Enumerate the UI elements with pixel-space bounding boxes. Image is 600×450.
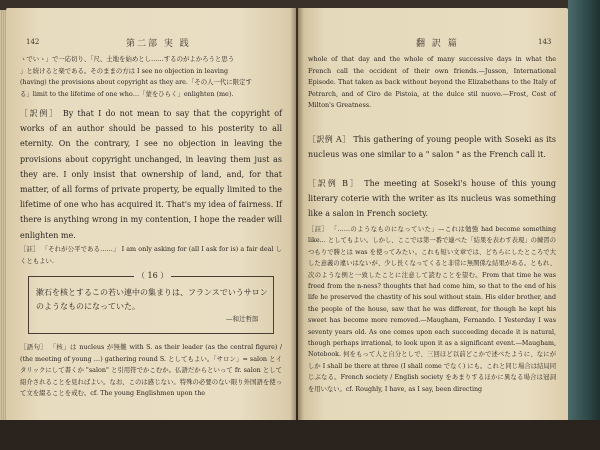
left-top-line: る」limit to the lifetime of one who…「蒙をひらく」enlighten (me). <box>20 89 234 98</box>
table-surface <box>0 420 600 450</box>
left-top-line: 」と続けると楽である。そのままの方は I see no objection in leaving <box>20 66 229 75</box>
left-vocab <box>20 342 282 400</box>
left-note <box>20 244 282 267</box>
example-text: By that I do not mean to say that the copyright of works of an author should be passed to his posterity to all eternity. On the contrary, I see no objection in leaving the provisions about copyright unchanged, in leaving them just as they are. I only insist that ownership of land, and, for that matter, of all forms of private property, be equally limited to the lifetime of one who has acquired it. That's my idea of fairness. If there is anything wrong in my contention, I hope the reader will enlighten me. <box>20 109 282 240</box>
left-top-line: (having) the provisions about copyright as they are.「その人一代に限定す <box>20 78 252 87</box>
right-example-a <box>308 132 556 162</box>
vocab-text: 「核」は nucleus が無難 with S. as their leader (as the central figure) / (the meeting of young …) gathering round S. としてもよい。「サロン」= salon とイタリックにして書くか "salon" と引用符でかこむか。仏語だからといって fr. salon として紹介されることを見ればよい。なお、このは感じない。特殊の必要のない限り外国語を使って文を綴ることを戒む。cf. The young Englishmen upon the <box>20 343 283 398</box>
book-gutter <box>290 8 304 428</box>
right-example-b <box>308 176 556 222</box>
left-top-line: ゝでいゝ」で一応切り、「尺、土地を始めとし……するのがよかろうと思う <box>20 55 235 63</box>
note-label: ［註］ <box>20 245 40 253</box>
exercise-number: （ 16 ） <box>134 270 171 281</box>
left-page <box>6 8 296 428</box>
exercise-credit: —和辻哲郎 <box>226 315 259 323</box>
example-a-text: This gathering of young people with Soseki as its nucleus was one similar to a " salon " as the French call it. <box>308 135 557 160</box>
example-b-label: ［訳例 B］ <box>308 179 360 188</box>
note-text: 「それが公平である……」 I am only asking for (all I ask for is) a fair deal しくともよい. <box>20 245 282 265</box>
right-running-head: 翻 訳 篇 <box>416 39 459 49</box>
left-top-lines <box>20 54 282 100</box>
right-top-text: whole of that day and the whole of many successive days in what the French call the occident of their own friends.—Jusson, International Episode. That taken as back without beyond the Elizabethans to the Italy of Petrarch, and of Ciro de Pistoia, at the dulce stil nuovo.—Frost, Cost of Milton's Greatness. <box>308 55 556 110</box>
book-cover-edge <box>568 0 600 450</box>
right-note-text: 「……のようなものになっていた」—これは勉強 had become something like… としてもよい。しかし、ここでは第一番で連べた「結果を表わす表現」の練習のつもりで勝とは was を使ってみたい。これも短い文章では、どちらにしたところで大した意義の違いはないが、少し長くなってくると非常に無関係な結果がある。ともれ、次のような例と一致したことに注意して読むことを望む。From that time he was freed from the n-ness? thoughts that had come him, so that to the end of his life he preserved the chastity of his soul without stain. His elder brother, and the people of the house, saw that he was different, for though he kept his sweet has become more removed.—Maugham, Fernando. I Yesterday I was seventy years old. As one comes upon each succeeding decade it is natural, though perhaps irrational, to look upon it as a significant event.—Maugham, Notebook. 何をもって人と自分としで、三回ほど以前どこかで述べたように、なにがしか I shall be there at three (I shall come でなく) にも。これと同じ場合は結局同じぶなる。French society / English society をあまりするほかに異なる場合は冠詞を用いない。cf. Roughly, I have, as I say, been directing <box>308 226 556 393</box>
left-running-head: 第二部 実 践 <box>126 39 191 49</box>
right-page-number: 143 <box>538 38 552 46</box>
left-page-number: 142 <box>26 38 40 46</box>
right-page <box>298 8 568 428</box>
example-label: ［訳例］ <box>20 109 59 118</box>
right-note <box>308 224 556 395</box>
example-a-label: ［訳例 A］ <box>308 135 351 144</box>
left-translation-example <box>20 106 282 243</box>
exercise-text: 漱石を核とするこの若い連中の集まりは、フランスでいうサロンのようなものになっていた。 <box>36 288 268 311</box>
example-b-text: The meeting at Soseki's house of this young literary coterie with the writer as its nucleus was something like a salon in French society. <box>308 179 557 219</box>
right-note-label: ［註］ <box>308 226 329 233</box>
vocab-label: ［語句］ <box>20 343 48 351</box>
